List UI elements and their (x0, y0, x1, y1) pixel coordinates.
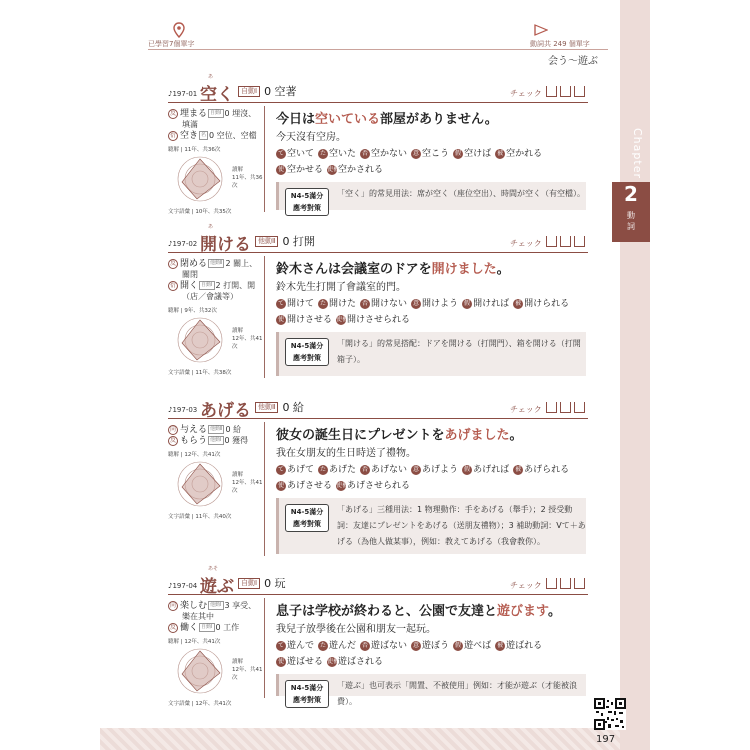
part-of-speech-tag: 自動Ⅰ (238, 86, 260, 97)
check-label: チェック (510, 581, 542, 590)
headword: 遊ぶ (200, 577, 234, 597)
conjugation-type-icon: 使 (277, 315, 284, 323)
entry-header (168, 224, 588, 256)
conjugation-type-icon: 被 (497, 149, 504, 157)
related-gloss: 0 空位、空檔 (209, 131, 257, 140)
conjugation-form: 開けた (329, 299, 357, 309)
sentence-text: 。 (509, 428, 523, 443)
relation-mark: 同 (169, 601, 176, 609)
exam-tip-label: N4-5滿分 應考對策 (285, 338, 329, 366)
headword-ruby: あ (208, 74, 214, 80)
header-rule (168, 252, 588, 253)
exam-tip-box (276, 332, 586, 376)
vocabulary-stat: 文字語彙 | 11年、共40次 (168, 514, 232, 520)
entry-header (168, 566, 588, 598)
exam-tip-text: 「空く」的常見用法：席が空く（座位空出）、時間が空く（有空檔）。 (337, 189, 585, 198)
related-gloss: 0 給 (225, 425, 242, 434)
entry-header (168, 398, 588, 422)
related-word (168, 611, 214, 622)
progress-header-left (148, 22, 298, 50)
exam-tip-label: N4-5滿分 應考對策 (285, 188, 329, 216)
entry-index: ♪197-01 (168, 90, 198, 98)
conjugation-form: あげれば (473, 465, 510, 475)
progress-header-right (530, 22, 610, 50)
conjugation-form: 遊ばせる (287, 657, 324, 667)
frequency-radar (168, 637, 268, 707)
vocab-entry (168, 398, 588, 560)
conjugation-type-icon: 否 (362, 465, 369, 473)
reading-stat-label: 讀解 (232, 472, 244, 478)
sentence-translation: 鈴木先生打開了會議室的門。 (276, 282, 406, 293)
conjugation-form: あげられる (524, 465, 570, 475)
conjugation-row (276, 654, 383, 667)
total-count: 動詞共 249 個單字 (530, 40, 590, 48)
related-gloss: 樂在其中 (182, 612, 214, 621)
part-of-speech-tag: 自動Ⅰ (238, 578, 260, 589)
conjugation-form: 空こう (422, 149, 450, 159)
related-word (168, 269, 198, 280)
entry-index: ♪197-02 (168, 240, 198, 248)
conjugation-type-icon: て (277, 641, 284, 649)
radar-chart-icon (170, 458, 230, 510)
related-pos-tag: 他動Ⅱ (210, 426, 223, 432)
sentence-text: 今日は (276, 112, 316, 127)
check-box[interactable] (546, 86, 557, 97)
vocabulary-stat: 文字語彙 | 12年、共41次 (168, 701, 232, 707)
check-box[interactable] (560, 578, 571, 589)
check-box[interactable] (546, 578, 557, 589)
check-boxes (546, 402, 588, 414)
conjugation-type-icon: 使被 (336, 481, 349, 489)
conjugation-form: 開けられる (524, 299, 570, 309)
frequency-radar (168, 145, 268, 215)
conjugation-form: 遊ぼう (422, 641, 450, 651)
header-rule (168, 418, 588, 419)
conjugation-type-icon: 使 (277, 165, 284, 173)
related-term: もらう (180, 436, 208, 446)
sentence-translation: 我在女朋友的生日時送了禮物。 (276, 448, 416, 459)
conjugation-type-icon: 假 (455, 641, 462, 649)
sentence-text: 息子は学校が終わると、公園で友達と (276, 604, 498, 619)
conjugation-type-icon: て (277, 299, 284, 307)
conjugation-form: 開けさせられる (347, 315, 411, 325)
conjugation-row (276, 312, 410, 325)
vocab-entry (168, 74, 588, 216)
chapter-label: Chapter (631, 128, 644, 179)
conjugation-form: あげさせる (287, 481, 333, 491)
conjugation-form: あげない (371, 465, 408, 475)
related-gloss: 填滿 (182, 120, 198, 129)
part-of-speech-tag: 他動Ⅱ (255, 236, 278, 247)
conjugation-type-icon: た (320, 641, 327, 649)
conjugation-form: 遊ばされる (338, 657, 384, 667)
relation-mark: 反 (169, 436, 176, 444)
meaning: 0 空著 (264, 85, 297, 98)
conjugation-type-icon: 使被 (327, 165, 340, 173)
related-gloss: 2 打開、開 (215, 281, 256, 290)
reading-stat-value: 12年、共41次 (232, 480, 263, 494)
conjugation-type-icon: 使 (277, 657, 284, 665)
related-pos-tag: 他動Ⅰ (210, 437, 222, 443)
page-range: 会う～遊ぶ (548, 56, 598, 67)
meaning: 0 玩 (264, 577, 286, 590)
conjugation-form: 開ければ (473, 299, 510, 309)
vocab-entry (168, 566, 588, 707)
headword-ruby: あそ (208, 566, 219, 572)
listening-stat: 聽解 | 12年、共41次 (168, 452, 221, 458)
headword: 開ける (200, 235, 251, 255)
sentence-highlight: 空いている (315, 112, 381, 127)
conjugation-type-icon: た (320, 299, 327, 307)
example-sentence (276, 424, 523, 443)
conjugation-form: 遊んだ (329, 641, 357, 651)
check-box[interactable] (560, 86, 571, 97)
related-word (168, 435, 248, 447)
sentence-text: 部屋がありません。 (380, 112, 498, 127)
check-box[interactable] (574, 86, 585, 97)
conjugation-form: 空かない (371, 149, 408, 159)
exam-tip-box (276, 182, 586, 210)
example-sentence (276, 258, 510, 277)
conjugation-form: あげよう (422, 465, 459, 475)
conjugation-form: あげて (287, 465, 315, 475)
related-gloss: 0 工作 (215, 623, 240, 632)
part-of-speech-tag: 他動Ⅱ (255, 402, 278, 413)
chapter-side-tab (620, 0, 650, 750)
conjugation-type-icon: た (320, 465, 327, 473)
exam-tip-text: 「開ける」的常見搭配：ドアを開ける（打開門）、箱を開ける（打開箱子）。 (337, 339, 581, 364)
related-gloss: 3 享受、 (224, 601, 257, 610)
conjugation-form: 開けさせる (287, 315, 333, 325)
related-term: 埋まる (180, 109, 208, 119)
frequency-radar (168, 306, 268, 376)
relation-mark: 反 (169, 259, 176, 267)
related-word (168, 119, 198, 130)
related-term: 開く (180, 281, 199, 291)
related-word (168, 130, 257, 142)
conjugation-form: 空けば (464, 149, 492, 159)
frequency-radar (168, 450, 268, 520)
related-term: 空き (180, 131, 199, 141)
meaning: 0 給 (282, 401, 304, 414)
listening-stat: 聽解 | 9年、共32次 (168, 308, 217, 314)
conjugation-type-icon: 否 (362, 299, 369, 307)
relation-mark: 反 (169, 109, 176, 117)
footer-pattern (100, 728, 620, 750)
location-pin-icon (173, 22, 185, 38)
conjugation-type-icon: 否 (362, 641, 369, 649)
conjugation-form: 遊ばない (371, 641, 408, 651)
sentence-text: 。 (547, 604, 561, 619)
conjugation-row (276, 638, 542, 651)
conjugation-row (276, 462, 569, 475)
conjugation-row (276, 162, 383, 175)
related-pos-tag: 自動Ⅰ (201, 624, 213, 630)
check-box[interactable] (560, 236, 571, 247)
headword-ruby: あ (208, 224, 214, 230)
reading-stat-label: 讀解 (232, 167, 244, 173)
related-pos-tag: 自動Ⅰ (201, 282, 213, 288)
vocabulary-stat: 文字語彙 | 10年、共35次 (168, 209, 232, 215)
conjugation-form: 空かせる (287, 165, 324, 175)
conjugation-row (276, 296, 569, 309)
conjugation-form: 遊べば (464, 641, 492, 651)
related-pos-tag: 他動Ⅰ (210, 602, 222, 608)
exam-tip-box (276, 498, 586, 554)
related-word (168, 622, 239, 634)
qr-code-icon (594, 698, 626, 730)
check-boxes (546, 86, 588, 98)
example-sentence (276, 108, 498, 127)
related-pos-tag: 他動Ⅱ (210, 260, 223, 266)
conjugation-type-icon: 使 (277, 481, 284, 489)
check-box[interactable] (546, 402, 557, 413)
conjugation-type-icon: 意 (413, 465, 420, 473)
relation-mark: 反 (169, 623, 176, 631)
conjugation-type-icon: て (277, 465, 284, 473)
conjugation-form: 空いて (287, 149, 315, 159)
conjugation-form: 遊ばれる (506, 641, 543, 651)
reading-stat-value: 12年、共41次 (232, 336, 263, 350)
exam-tip-text: 「あげる」三種用法：1 物理動作：手をあげる（舉手）；2 授受動詞：友達にプレゼントをあげる（送朋友禮物）；3 補助動詞：Vて＋あげる（為他人做某事），例如：教えてあげる（我會教你）。 (337, 505, 586, 546)
entry-index: ♪197-04 (168, 582, 198, 590)
sentence-text: 。 (496, 262, 510, 277)
reading-stat-value: 12年、共41次 (232, 667, 263, 681)
conjugation-form: 空かれる (506, 149, 543, 159)
related-term: 与える (180, 425, 208, 435)
exam-tip-box (276, 674, 586, 706)
conjugation-type-icon: 意 (413, 299, 420, 307)
sentence-highlight: 開けました (431, 262, 497, 277)
conjugation-type-icon: 被 (515, 299, 522, 307)
conjugation-form: 空かされる (338, 165, 384, 175)
conjugation-form: 開けよう (422, 299, 459, 309)
conjugation-type-icon: 被 (497, 641, 504, 649)
conjugation-type-icon: 假 (464, 465, 471, 473)
page-number: 197 (596, 734, 616, 745)
check-box[interactable] (574, 402, 585, 413)
listening-stat: 聽解 | 11年、共36次 (168, 147, 221, 153)
check-box[interactable] (560, 402, 571, 413)
radar-chart-icon (170, 314, 230, 366)
exam-tip-label: N4-5滿分 應考對策 (285, 504, 329, 532)
reading-stat-label: 讀解 (232, 659, 244, 665)
example-sentence (276, 600, 561, 619)
conjugation-type-icon: て (277, 149, 284, 157)
related-gloss: 0 獲得 (224, 436, 249, 445)
radar-chart-icon (170, 645, 230, 697)
listening-stat: 聽解 | 12年、共41次 (168, 639, 221, 645)
conjugation-type-icon: 否 (362, 149, 369, 157)
related-term: 閉める (180, 259, 208, 269)
conjugation-type-icon: 被 (515, 465, 522, 473)
sentence-translation: 今天沒有空房。 (276, 132, 346, 143)
learned-count: 已學習7個單字 (148, 40, 195, 48)
conjugation-form: 空いた (329, 149, 357, 159)
headword: あげる (200, 401, 251, 421)
related-pos-tag: 名 (201, 132, 207, 138)
sentence-text: 彼女の誕生日にプレゼントを (276, 428, 445, 443)
related-gloss: 關閉 (182, 270, 198, 279)
conjugation-type-icon: 意 (413, 641, 420, 649)
sentence-highlight: あげました (444, 428, 510, 443)
related-word (168, 291, 238, 302)
conjugation-type-icon: 假 (464, 299, 471, 307)
check-box[interactable] (574, 578, 585, 589)
sentence-highlight: 遊びます (497, 604, 548, 619)
check-box[interactable] (574, 236, 585, 247)
header-rule (168, 594, 588, 595)
related-pos-tag: 自動Ⅰ (210, 110, 222, 116)
related-gloss: 2 關上、 (225, 259, 258, 268)
check-box[interactable] (546, 236, 557, 247)
conjugation-form: あげさせられる (347, 481, 411, 491)
conjugation-form: あげた (329, 465, 357, 475)
chapter-number: 2 (624, 182, 638, 206)
chapter-title: 動 詞 (627, 211, 635, 231)
conjugation-row (276, 478, 410, 491)
entry-header (168, 74, 588, 106)
conjugation-form: 開けない (371, 299, 408, 309)
check-label: チェック (510, 239, 542, 248)
reading-stat-value: 11年、共36次 (232, 175, 263, 189)
entry-index: ♪197-03 (168, 406, 198, 414)
conjugation-type-icon: 使被 (336, 315, 349, 323)
conjugation-type-icon: 意 (413, 149, 420, 157)
check-boxes (546, 236, 588, 248)
relation-mark: 同 (169, 425, 176, 433)
conjugation-type-icon: た (320, 149, 327, 157)
flag-icon (534, 24, 548, 36)
chapter-number-box (612, 182, 650, 242)
vocab-entry (168, 224, 588, 382)
headword: 空く (200, 85, 234, 105)
check-label: チェック (510, 405, 542, 414)
meaning: 0 打開 (282, 235, 315, 248)
exam-tip-label: N4-5滿分 應考對策 (285, 680, 329, 708)
related-gloss: 0 埋沒、 (224, 109, 257, 118)
relation-mark: 衍 (169, 131, 176, 139)
conjugation-form: 開けて (287, 299, 315, 309)
radar-chart-icon (170, 153, 230, 205)
related-gloss: （店／會議等） (182, 292, 238, 301)
conjugation-type-icon: 假 (455, 149, 462, 157)
related-term: 楽しむ (180, 601, 208, 611)
related-term: 働く (180, 623, 199, 633)
sentence-text: 鈴木さんは会議室のドアを (276, 262, 432, 277)
reading-stat-label: 讀解 (232, 328, 244, 334)
header-rule (168, 102, 588, 103)
exam-tip-text: 「遊ぶ」也可表示「閒置、不被使用」例如：才能が遊ぶ（才能被浪費）。 (337, 681, 577, 706)
conjugation-row (276, 146, 542, 159)
check-boxes (546, 578, 588, 590)
conjugation-form: 遊んで (287, 641, 315, 651)
vocabulary-stat: 文字語彙 | 11年、共38次 (168, 370, 232, 376)
relation-mark: 衍 (169, 281, 176, 289)
check-label: チェック (510, 89, 542, 98)
conjugation-type-icon: 使被 (327, 657, 340, 665)
sentence-translation: 我兒子放學後在公園和朋友一起玩。 (276, 624, 436, 635)
